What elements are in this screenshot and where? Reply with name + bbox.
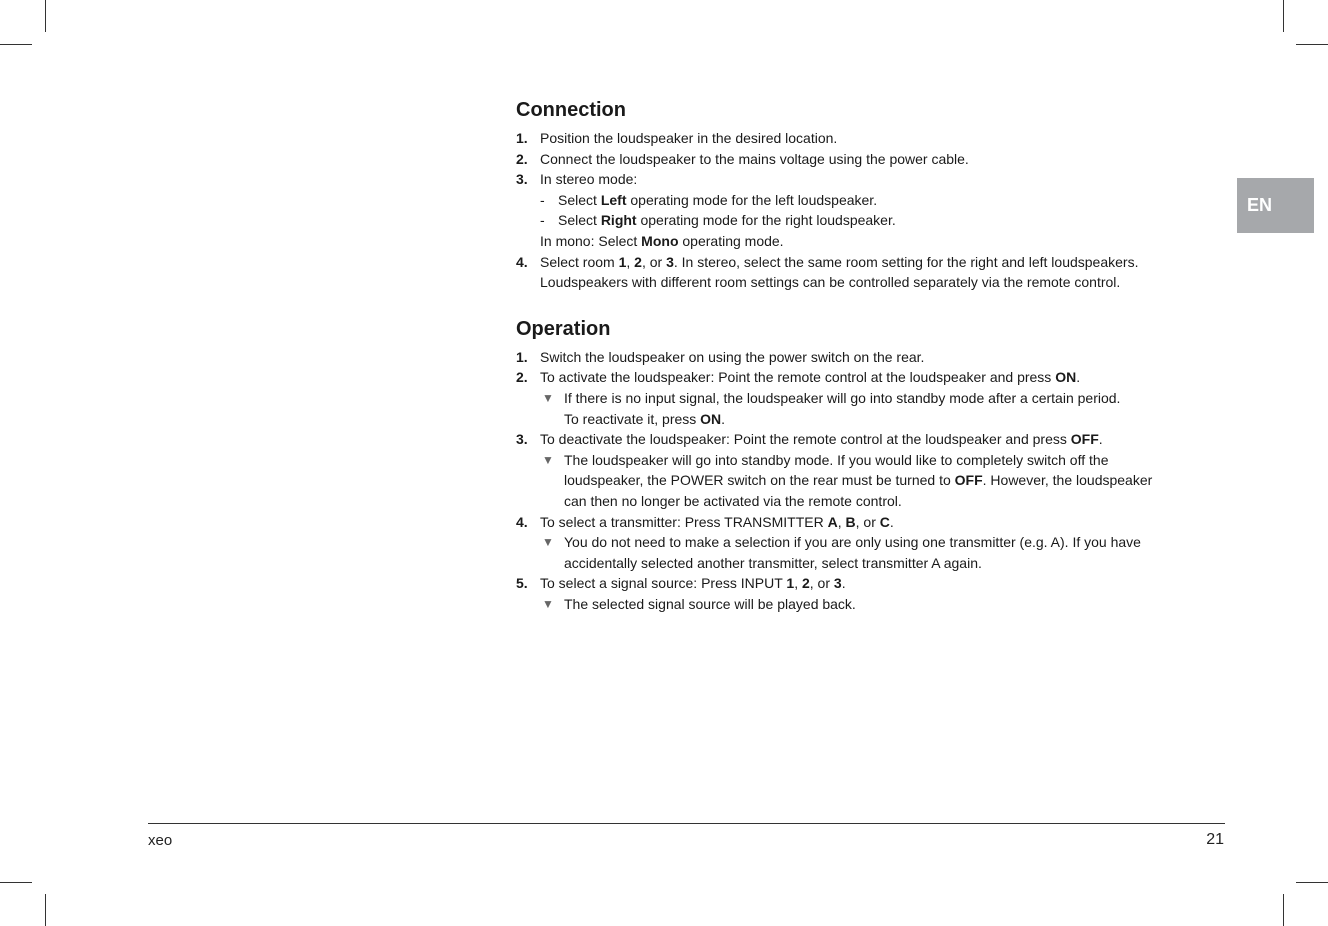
crop-mark bbox=[45, 894, 46, 926]
text: . bbox=[1076, 369, 1081, 386]
text: To select a transmitter: Press TRANSMITTER bbox=[540, 513, 828, 530]
text: . However, the loudspeaker bbox=[982, 472, 1153, 489]
text: , bbox=[837, 513, 846, 530]
step-number: 2. bbox=[516, 369, 528, 386]
list-item bbox=[516, 429, 1226, 511]
off-label: OFF bbox=[954, 472, 983, 489]
note-text: If there is no input signal, the loudspeaker will go into standby mode after a certain period. bbox=[564, 389, 1121, 406]
mode-left: Left bbox=[600, 191, 627, 208]
step-text bbox=[540, 252, 1226, 273]
note bbox=[540, 532, 1226, 573]
text: . bbox=[889, 513, 894, 530]
note-text: accidentally selected another transmitter, select transmitter A again. bbox=[564, 554, 982, 571]
note-text bbox=[564, 409, 1226, 430]
note-text bbox=[564, 470, 1226, 491]
list-item bbox=[516, 367, 1226, 429]
note-text: The loudspeaker will go into standby mode. If you would like to completely switch off the bbox=[564, 451, 1109, 468]
list-item bbox=[516, 512, 1226, 574]
brand-logo: xeo bbox=[148, 832, 173, 849]
step-text bbox=[540, 512, 1226, 533]
note-text: The selected signal source will be played back. bbox=[564, 595, 856, 612]
step-number: 1. bbox=[516, 130, 528, 146]
step-number: 3. bbox=[516, 171, 528, 188]
text: , bbox=[626, 253, 635, 270]
sub-item bbox=[540, 190, 1226, 211]
input-2: 2 bbox=[801, 575, 810, 592]
input-1: 1 bbox=[786, 575, 795, 592]
text: , or bbox=[641, 253, 667, 270]
crop-mark bbox=[1296, 44, 1328, 45]
mode-mono: Mono bbox=[641, 232, 679, 249]
sub-text: operating mode for the left loudspeaker. bbox=[626, 191, 878, 208]
note-text: can then no longer be activated via the remote control. bbox=[564, 492, 902, 509]
note bbox=[540, 450, 1226, 512]
text: . bbox=[841, 575, 846, 592]
language-tab-en: EN bbox=[1237, 178, 1314, 233]
on-label: ON bbox=[1055, 369, 1077, 386]
list-item bbox=[516, 149, 1226, 170]
text: , or bbox=[855, 513, 880, 530]
connection-heading: Connection bbox=[516, 99, 626, 121]
connection-steps bbox=[516, 128, 1226, 293]
transmitter-c: C bbox=[879, 513, 890, 530]
room-2: 2 bbox=[634, 253, 642, 270]
crop-mark bbox=[0, 882, 32, 883]
text: . In stereo, select the same room setting for the right and left loudspeakers. bbox=[673, 253, 1139, 270]
list-item bbox=[516, 128, 1226, 149]
sub-text: Select bbox=[558, 191, 601, 208]
crop-mark bbox=[1283, 894, 1284, 926]
text: To deactivate the loudspeaker: Point the remote control at the loudspeaker and press bbox=[540, 431, 1071, 448]
crop-mark bbox=[1296, 882, 1328, 883]
transmitter-a: A bbox=[827, 513, 838, 530]
step-text: In stereo mode: bbox=[540, 171, 638, 188]
text: loudspeaker, the POWER switch on the rear must be turned to bbox=[564, 472, 955, 489]
dash-bullet: - bbox=[540, 212, 545, 229]
sub-text: operating mode for the right loudspeaker. bbox=[636, 212, 896, 229]
dash-bullet: - bbox=[540, 191, 545, 208]
text: , bbox=[794, 575, 802, 592]
crop-mark bbox=[0, 44, 32, 45]
transmitter-b: B bbox=[845, 513, 856, 530]
off-label: OFF bbox=[1070, 431, 1099, 448]
step-text: Switch the loudspeaker on using the power switch on the rear. bbox=[540, 348, 925, 365]
crop-mark bbox=[45, 0, 46, 32]
footer-rule bbox=[148, 823, 1225, 824]
step-text: Position the loudspeaker in the desired location. bbox=[540, 130, 838, 146]
step-number: 4. bbox=[516, 513, 528, 530]
room-1: 1 bbox=[618, 253, 627, 270]
sub-item bbox=[540, 210, 1226, 231]
mono-line bbox=[540, 231, 1226, 252]
text: . bbox=[1098, 431, 1103, 448]
mono-text: In mono: Select bbox=[540, 232, 642, 249]
on-label: ON bbox=[700, 410, 722, 427]
note-text: You do not need to make a selection if you are only using one transmitter (e.g. A). If you have bbox=[564, 534, 1141, 551]
text: . bbox=[721, 410, 726, 427]
text: , or bbox=[809, 575, 834, 592]
text: To reactivate it, press bbox=[564, 410, 701, 427]
step-number: 4. bbox=[516, 253, 528, 270]
operation-heading: Operation bbox=[516, 317, 611, 340]
triangle-down-icon: ▼ bbox=[542, 452, 554, 467]
page-content bbox=[516, 96, 1226, 614]
text: To select a signal source: Press INPUT bbox=[540, 575, 787, 592]
list-item bbox=[516, 169, 1226, 251]
step-number: 2. bbox=[516, 150, 528, 167]
triangle-down-icon: ▼ bbox=[542, 390, 554, 405]
triangle-down-icon: ▼ bbox=[542, 535, 554, 550]
list-item bbox=[516, 252, 1226, 293]
step-text bbox=[540, 367, 1226, 388]
sub-text: Select bbox=[558, 212, 601, 229]
step-number: 5. bbox=[516, 575, 528, 592]
room-3: 3 bbox=[666, 253, 674, 270]
step-text: Connect the loudspeaker to the mains voltage using the power cable. bbox=[540, 150, 969, 167]
step-number: 3. bbox=[516, 431, 528, 448]
mono-text: operating mode. bbox=[678, 232, 784, 249]
text: Select room bbox=[540, 253, 619, 270]
crop-mark bbox=[1283, 0, 1284, 32]
text: To activate the loudspeaker: Point the remote control at the loudspeaker and press bbox=[540, 369, 1056, 386]
mode-right: Right bbox=[600, 212, 637, 229]
note bbox=[540, 594, 1226, 615]
page-number: 21 bbox=[1206, 831, 1224, 848]
operation-steps bbox=[516, 347, 1226, 615]
triangle-down-icon: ▼ bbox=[542, 596, 554, 611]
step-text bbox=[540, 429, 1226, 450]
operation-section bbox=[516, 315, 1226, 615]
step-text bbox=[540, 573, 1226, 594]
note bbox=[540, 388, 1226, 429]
step-text-line2: Loudspeakers with different room settings can be controlled separately via the remote control. bbox=[540, 274, 1121, 291]
list-item bbox=[516, 573, 1226, 614]
step-number: 1. bbox=[516, 348, 528, 365]
input-3: 3 bbox=[833, 575, 842, 592]
list-item bbox=[516, 347, 1226, 368]
connection-section bbox=[516, 96, 1226, 293]
